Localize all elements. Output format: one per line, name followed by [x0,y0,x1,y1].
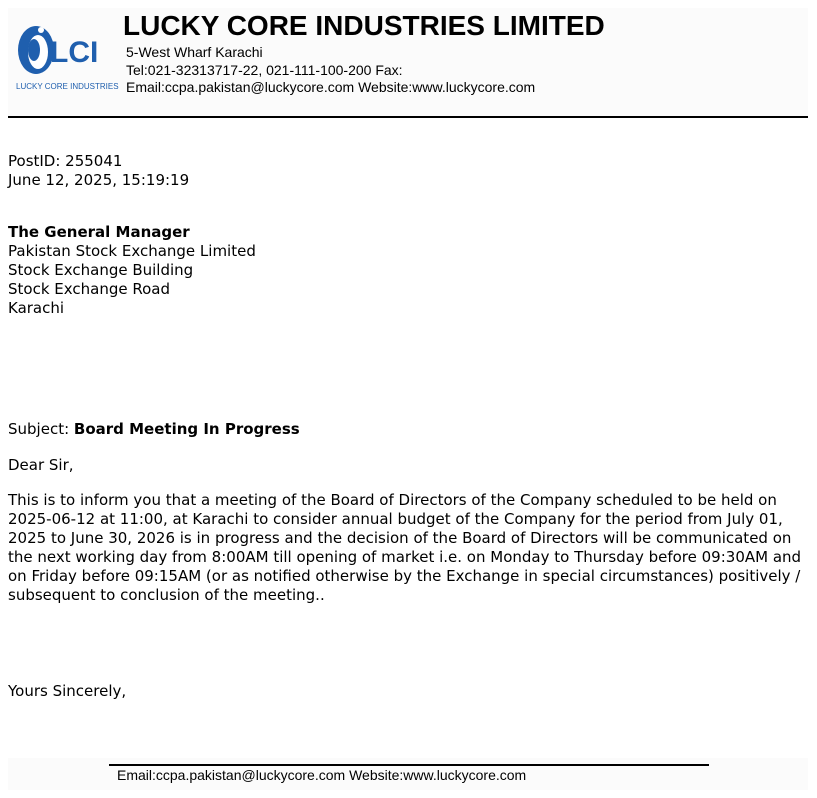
letterhead [8,8,808,116]
recipient-title: The General Manager [8,223,190,241]
footer-contact: Email:ccpa.pakistan@luckycore.com Website:www.luckycore.com [117,767,527,783]
company-logo [16,20,119,100]
company-address: 5-West Wharf Karachi [126,44,263,60]
subject-label: Subject: [8,420,74,438]
closing: Yours Sincerely, [8,682,127,700]
letter-body: This is to inform you that a meeting of the Board of Directors of the Company scheduled to be held on 2025-06-12 at 11:00, at Karachi to consider annual budget of the Company for the period from July 01, 2025 to June 30, 2026 is in progress and the decision of the Board of Directors will be communicated on the next working day from 8:00AM till opening of market i.e. on Monday to Thursday before 09:30AM and on Friday before 09:15AM (or as notified otherwise by the Exchange in special circumstances) positively / subsequent to conclusion of the meeting.. [8,491,802,604]
company-name: LUCKY CORE INDUSTRIES LIMITED [123,10,605,41]
post-datetime: June 12, 2025, 15:19:19 [8,171,190,189]
lci-logo-icon [16,20,106,82]
post-id: PostID: 255041 [8,152,123,170]
logo-subtitle: LUCKY CORE INDUSTRIES [16,82,119,91]
header-divider [8,116,808,118]
recipient-line: Stock Exchange Road [8,280,170,298]
company-contact: Email:ccpa.pakistan@luckycore.com Website:www.luckycore.com [126,79,536,95]
recipient-line: Karachi [8,299,65,317]
company-phone: Tel:021-32313717-22, 021-111-100-200 Fax: [126,62,403,78]
recipient-line: Pakistan Stock Exchange Limited [8,242,256,260]
footer-divider [109,764,709,766]
svg-text:LCI: LCI [50,36,99,69]
salutation: Dear Sir, [8,456,74,474]
recipient-line: Stock Exchange Building [8,261,194,279]
subject-line [8,420,300,439]
subject-value: Board Meeting In Progress [73,420,300,438]
